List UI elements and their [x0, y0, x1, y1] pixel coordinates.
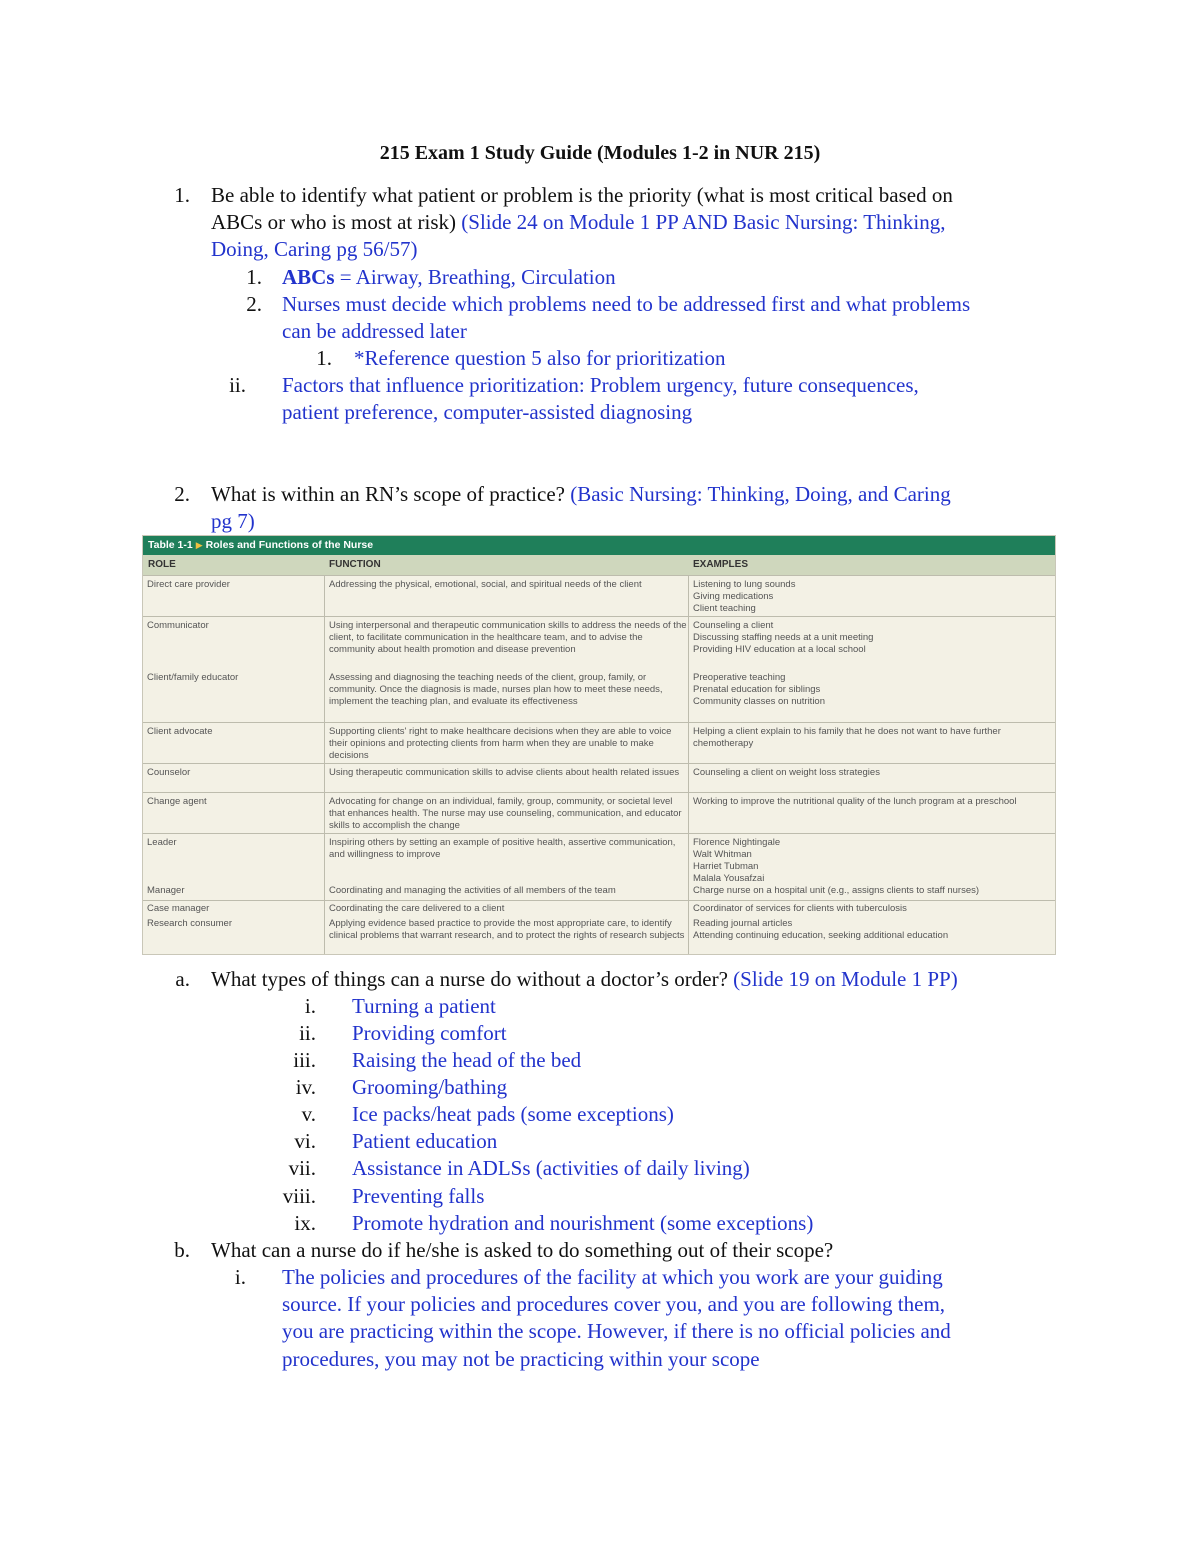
qa-item-number: vii. [288, 1156, 316, 1180]
q1-sub2a-number: 1. [316, 346, 332, 370]
q1-line-2 [211, 209, 945, 236]
qa-item: Preventing falls [352, 1184, 485, 1208]
table-caption [143, 536, 1055, 555]
qb-answer-line-2: source. If your policies and procedures cover you, and you are following them, [282, 1292, 946, 1316]
q1-sub2-line-1: Nurses must decide which problems need to be addressed first and what problems [282, 292, 971, 316]
cell-role: Leader [147, 837, 177, 848]
cell-role: Client advocate [147, 726, 213, 737]
qa-item-number: i. [304, 994, 316, 1018]
table-row [143, 792, 1055, 833]
qa-item-number: viii. [282, 1184, 316, 1208]
q1-sub3-number: ii. [229, 373, 246, 397]
table-row [143, 616, 1055, 669]
cell-examples: Preoperative teaching Prenatal education for siblings Community classes on nutrition [693, 672, 825, 707]
cell-function: Using interpersonal and therapeutic communication skills to address the needs of the client, to facilitate communication in the healthcare team, and to advise the community about health promotion and disease prevention [329, 620, 687, 655]
cell-examples: Working to improve the nutritional quality of the lunch program at a preschool [693, 796, 1017, 807]
q1-sub3-line-1: Factors that influence prioritization: Problem urgency, future consequences, [282, 373, 919, 397]
qa-item-number: iv. [295, 1075, 316, 1099]
cell-function: Addressing the physical, emotional, social, and spiritual needs of the client [329, 579, 642, 590]
cell-role: Client/family educator [147, 672, 239, 683]
qa-line [211, 966, 958, 993]
qa-item: Promote hydration and nourishment (some exceptions) [352, 1211, 814, 1235]
cell-role: Research consumer [147, 918, 233, 929]
abcs-term: ABCs [282, 265, 335, 289]
cell-function: Coordinating and managing the activities of all members of the team [329, 885, 616, 896]
qa-item-number: ix. [294, 1211, 316, 1235]
cell-examples: Charge nurse on a hospital unit (e.g., assigns clients to staff nurses) [693, 885, 980, 896]
qa-item-number: vi. [294, 1129, 316, 1153]
cell-role: Counselor [147, 767, 191, 778]
qa-question-text: What types of things can a nurse do without a doctor’s order? [211, 967, 734, 991]
table-row [143, 763, 1055, 792]
abcs-definition: = Airway, Breathing, Circulation [334, 265, 616, 289]
qa-item-number: iii. [293, 1048, 316, 1072]
cell-examples: Helping a client explain to his family that he does not want to have further chemotherapy [693, 726, 1001, 749]
qa-item: Ice packs/heat pads (some exceptions) [352, 1102, 674, 1126]
qb-question-text: What can a nurse do if he/she is asked to do something out of their scope? [211, 1238, 834, 1262]
header-examples: EXAMPLES [693, 559, 749, 570]
q1-line-2-text: ABCs or who is most at risk) [211, 210, 462, 234]
cell-examples: Counseling a client Discussing staffing needs at a unit meeting Providing HIV education at a local school [693, 620, 874, 655]
table-row [143, 916, 1055, 954]
cell-function: Supporting clients' right to make healthcare decisions when they are able to voice their opinions and protecting clients from harm when they are unable to make decisions [329, 726, 672, 761]
cell-role: Communicator [147, 620, 209, 631]
roles-functions-table [142, 535, 1056, 955]
cell-function: Inspiring others by setting an example of positive health, assertive communication, and willingness to improve [329, 837, 676, 860]
qb-answer-line-4: procedures, you may not be practicing within your scope [282, 1347, 760, 1371]
qa-marker: a. [175, 967, 190, 991]
q1-sub1 [282, 264, 616, 291]
q1-line-1: Be able to identify what patient or problem is the priority (what is most critical based on [211, 183, 953, 207]
q1-line-3: Doing, Caring pg 56/57) [211, 237, 418, 261]
table-row [143, 722, 1055, 763]
qb-answer-line-3: you are practicing within the scope. However, if there is no official policies and [282, 1319, 951, 1343]
table-caption-number: Table 1-1 [148, 539, 193, 551]
table-row [143, 900, 1055, 916]
qa-item: Raising the head of the bed [352, 1048, 582, 1072]
cell-examples: Counseling a client on weight loss strategies [693, 767, 880, 778]
qa-source-ref: (Slide 19 on Module 1 PP) [733, 967, 958, 991]
cell-function: Using therapeutic communication skills to advise clients about health related issues [329, 767, 680, 778]
table-caption-title: Roles and Functions of the Nurse [205, 539, 374, 551]
cell-role: Direct care provider [147, 579, 230, 590]
q2-number: 2. [174, 482, 190, 506]
qb-sub-number: i. [234, 1265, 246, 1289]
cell-examples: Coordinator of services for clients with tuberculosis [693, 903, 907, 914]
cell-examples: Reading journal articles Attending continuing education, seeking additional education [693, 918, 949, 941]
qa-item: Grooming/bathing [352, 1075, 508, 1099]
qa-item: Assistance in ADLSs (activities of daily living) [352, 1156, 750, 1180]
cell-function: Advocating for change on an individual, family, group, community, or societal level that enhances health. The nurse may use counseling, communication, and educator skills to accomplish the change [329, 796, 682, 831]
qb-answer-line-1: The policies and procedures of the facility at which you work are your guiding [282, 1265, 943, 1289]
qb-marker: b. [174, 1238, 190, 1262]
q2-question-text: What is within an RN’s scope of practice? [211, 482, 571, 506]
q2-line-2: pg 7) [211, 509, 255, 533]
document-title: 215 Exam 1 Study Guide (Modules 1-2 in NUR 215) [379, 142, 821, 164]
table-row [143, 833, 1055, 884]
q1-sub2-line-2: can be addressed later [282, 319, 467, 343]
cell-role: Case manager [147, 903, 210, 914]
table-header-row [143, 555, 1055, 575]
cell-role: Manager [147, 885, 185, 896]
q1-sub1-number: 1. [246, 265, 262, 289]
q2-source-ref: (Basic Nursing: Thinking, Doing, and Caring [570, 482, 951, 506]
cell-function: Coordinating the care delivered to a client [329, 903, 505, 914]
qa-item: Patient education [352, 1129, 498, 1153]
cell-function: Applying evidence based practice to provide the most appropriate care, to identify clinical problems that warrant research, and to protect the rights of research subjects [329, 918, 685, 941]
cell-examples: Florence Nightingale Walt Whitman Harriet Tubman Malala Yousafzai [693, 837, 781, 884]
cell-function: Assessing and diagnosing the teaching needs of the client, group, family, or community. Once the diagnosis is made, nurses plan how to meet these needs, implement the teaching plan, and evaluate its effectiveness [329, 672, 663, 707]
q1-number: 1. [174, 183, 190, 207]
table-row [143, 669, 1055, 721]
q1-source-ref: (Slide 24 on Module 1 PP AND Basic Nursing: Thinking, [461, 210, 946, 234]
qa-item-number: ii. [299, 1021, 316, 1045]
qa-item: Turning a patient [352, 994, 496, 1018]
table-row [143, 575, 1055, 616]
header-function: FUNCTION [329, 559, 381, 570]
q1-sub2-number: 2. [246, 292, 262, 316]
q1-sub3-line-2: patient preference, computer-assisted diagnosing [282, 400, 693, 424]
cell-role: Change agent [147, 796, 207, 807]
cell-examples: Listening to lung sounds Giving medications Client teaching [693, 579, 796, 614]
caption-arrow-icon: ▶ [195, 540, 203, 550]
q2-line-1 [211, 481, 951, 508]
table-row [143, 884, 1055, 899]
qa-item: Providing comfort [352, 1021, 507, 1045]
qa-item-number: v. [301, 1102, 316, 1126]
q1-sub2a: *Reference question 5 also for prioritization [354, 346, 726, 370]
header-role: ROLE [148, 559, 176, 570]
